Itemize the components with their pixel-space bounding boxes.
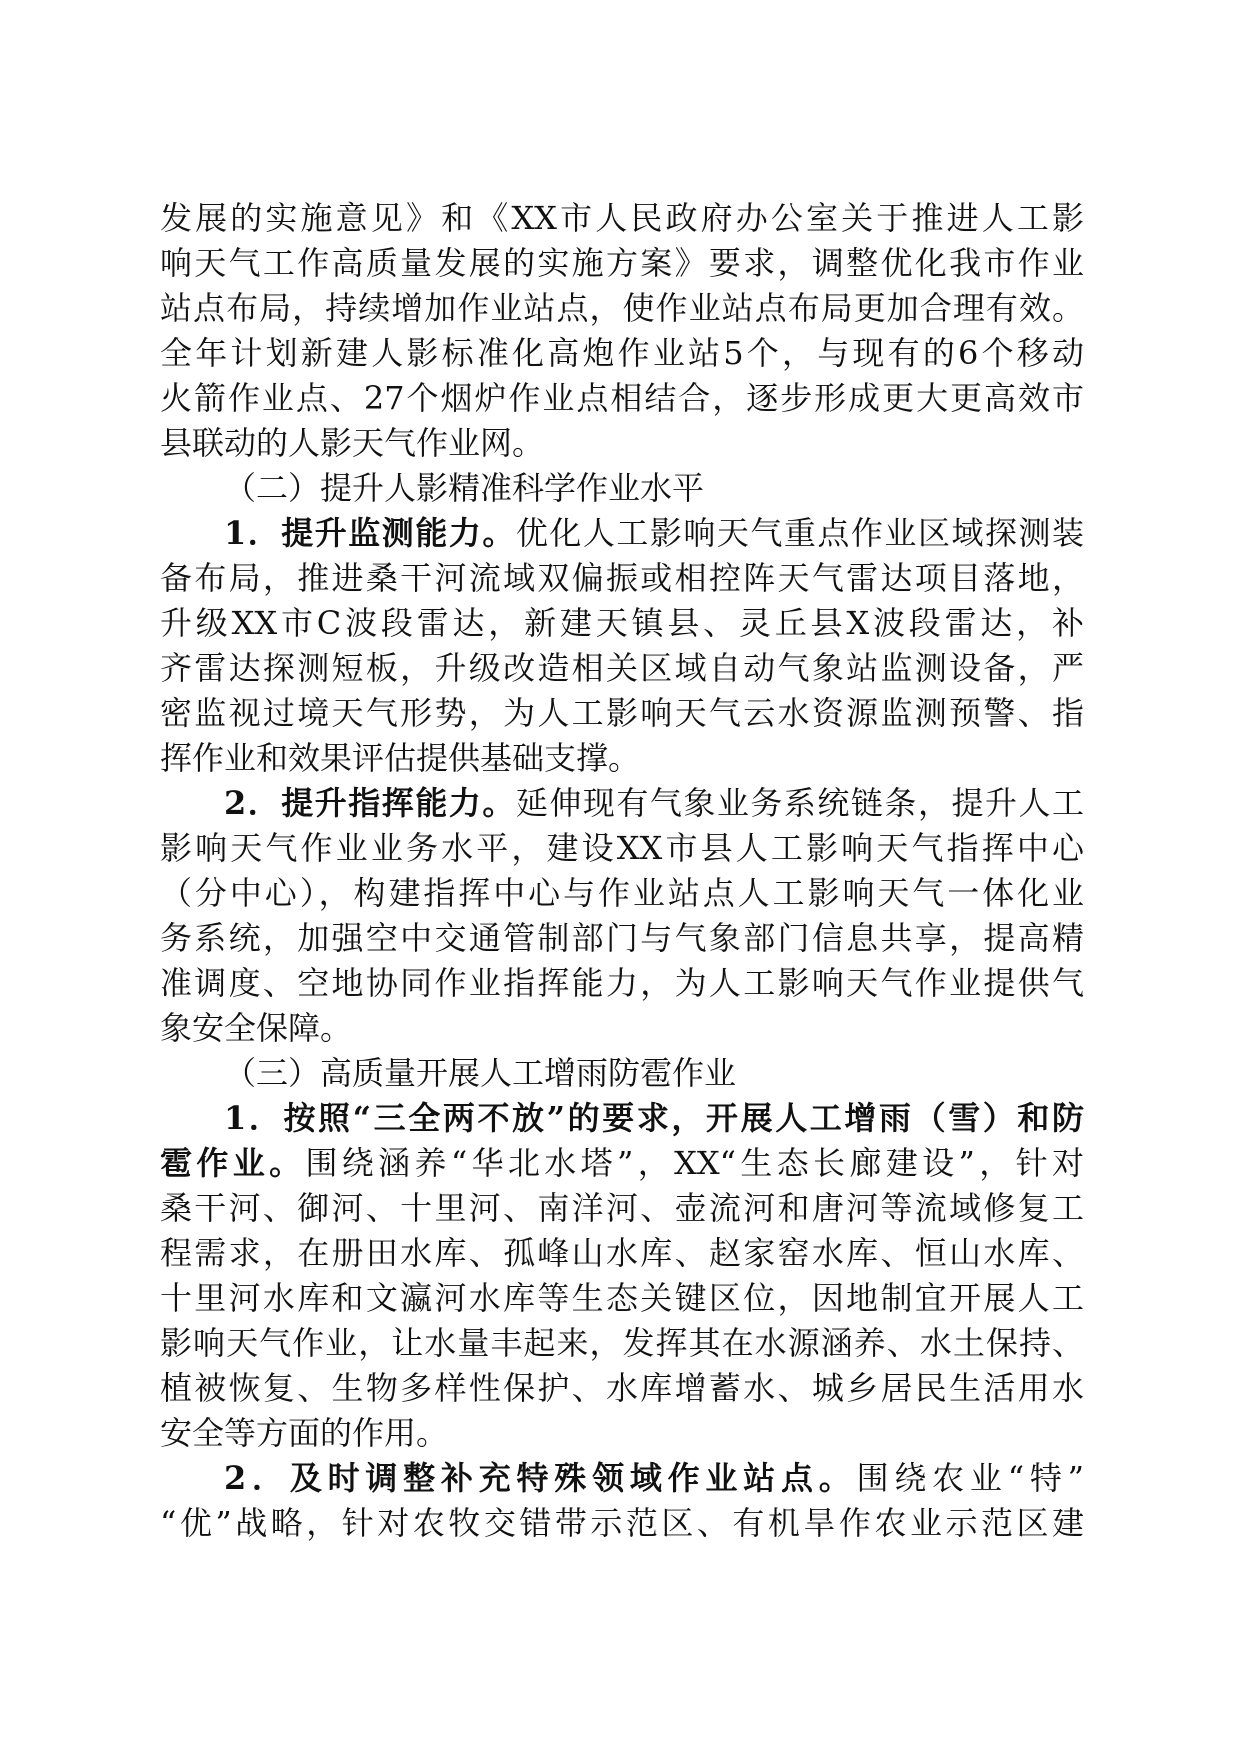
paragraph-line: 植被恢复、生物多样性保护、水库增蓄水、城乡居民生活用水: [160, 1369, 1084, 1407]
paragraph-line: 影响天气作业，让水量丰起来，发挥其在水源涵养、水土保持、: [160, 1324, 1084, 1362]
paragraph-line-lead: [160, 781, 1084, 826]
paragraph-line: “优”战略，针对农牧交错带示范区、有机旱作农业示范区建: [160, 1504, 1084, 1542]
item-text: 延伸现有气象业务系统链条，提升人工: [515, 784, 1084, 822]
paragraph-line-last: 安全等方面的作用。: [160, 1414, 449, 1452]
paragraph-line-lead: [160, 1456, 1084, 1501]
paragraph-line: 务系统，加强空中交通管制部门与气象部门信息共享，提高精: [160, 919, 1084, 957]
paragraph-line: 齐雷达探测短板，升级改造相关区域自动气象站监测设备，严: [160, 649, 1084, 687]
item-text: 围绕农业“特”: [856, 1459, 1084, 1497]
paragraph-line-lead: [160, 511, 1084, 556]
paragraph-line: 程需求，在册田水库、孤峰山水库、赵家窑水库、恒山水库、: [160, 1234, 1084, 1272]
paragraph-line: 桑干河、御河、十里河、南洋河、壶流河和唐河等流域修复工: [160, 1189, 1084, 1227]
paragraph-line: 密监视过境天气形势，为人工影响天气云水资源监测预警、指: [160, 694, 1084, 732]
paragraph-line: [160, 1141, 1084, 1186]
paragraph-line-lead: [160, 1096, 1084, 1141]
paragraph-line-last: 挥作业和效果评估提供基础支撑。: [160, 739, 641, 777]
paragraph-line: 站点布局，持续增加作业站点，使作业站点布局更加合理有效。: [160, 289, 1084, 327]
item-text: 优化人工影响天气重点作业区域探测装: [515, 514, 1084, 552]
item-title: 1．按照“三全两不放”的要求，开展人工增雨（雪）和防: [224, 1099, 1084, 1137]
paragraph-line: 十里河水库和文瀛河水库等生态关键区位，因地制宜开展人工: [160, 1279, 1084, 1317]
paragraph-line: （分中心），构建指挥中心与作业站点人工影响天气一体化业: [160, 874, 1084, 912]
item-title: 2．及时调整补充特殊领域作业站点。: [224, 1459, 857, 1497]
paragraph-line: 全年计划新建人影标准化高炮作业站5个，与现有的6个移动: [160, 334, 1084, 372]
paragraph-line: 影响天气作业业务水平，建设XX市县人工影响天气指挥中心: [160, 829, 1084, 867]
paragraph-line: 响天气工作高质量发展的实施方案》要求，调整优化我市作业: [160, 244, 1084, 282]
section-heading-3: （三）高质量开展人工增雨防雹作业: [224, 1054, 737, 1092]
item-text: 围绕涵养“华北水塔”，XX“生态长廊建设”，针对: [305, 1144, 1084, 1182]
paragraph-line: 备布局，推进桑干河流域双偏振或相控阵天气雷达项目落地，: [160, 559, 1084, 597]
paragraph-line: 准调度、空地协同作业指挥能力，为人工影响天气作业提供气: [160, 964, 1084, 1002]
paragraph-line-last: 县联动的人影天气作业网。: [160, 424, 545, 462]
item-title: 2．提升指挥能力。: [224, 784, 516, 822]
item-title: 1．提升监测能力。: [224, 514, 516, 552]
document-body: [160, 196, 1084, 1546]
paragraph-line: 火箭作业点、27个烟炉作业点相结合，逐步形成更大更高效市: [160, 379, 1084, 417]
paragraph-line: 发展的实施意见》和《XX市人民政府办公室关于推进人工影: [160, 199, 1084, 237]
section-heading-2: （二）提升人影精准科学作业水平: [224, 469, 705, 507]
paragraph-line-last: 象安全保障。: [160, 1009, 353, 1047]
item-title-cont: 雹作业。: [160, 1144, 306, 1182]
paragraph-line: 升级XX市C波段雷达，新建天镇县、灵丘县X波段雷达，补: [160, 604, 1084, 642]
